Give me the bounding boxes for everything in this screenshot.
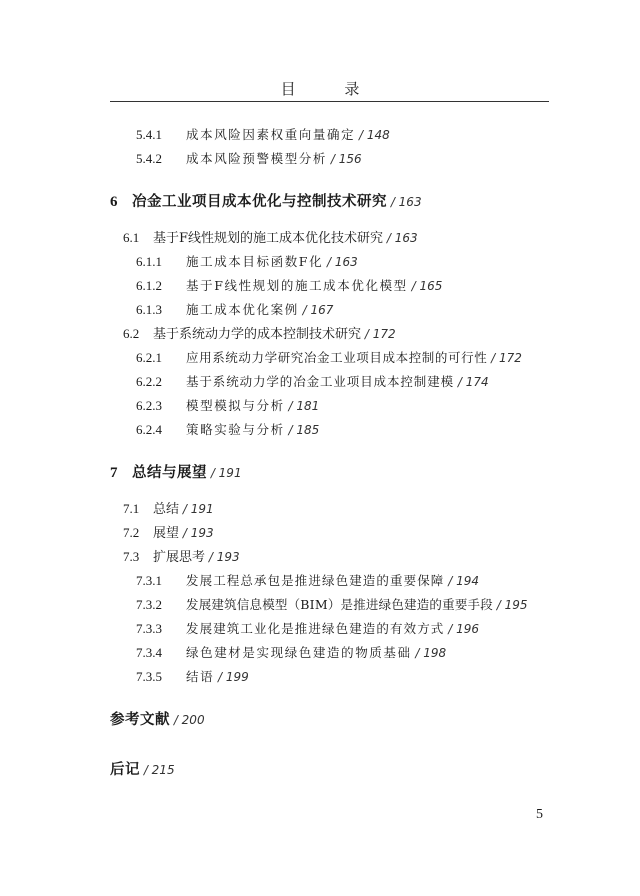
toc-entry-7-3[interactable]: 7.3 扩展思考 / 193	[123, 549, 240, 565]
entry-page: 174	[465, 375, 489, 389]
entry-title: 成本风险因素权重向量确定	[186, 127, 356, 142]
entry-number: 7.3.2	[136, 597, 162, 612]
entry-page: 172	[372, 327, 396, 341]
entry-page: 191	[190, 502, 214, 516]
entry-page: 191	[218, 466, 242, 480]
chapter-title: 后记	[110, 762, 140, 778]
toc-entry-5-4-2[interactable]: 5.4.2 成本风险预警模型分析 / 156	[136, 151, 362, 166]
entry-number: 7.2	[123, 525, 140, 540]
page-number: 5	[536, 807, 543, 822]
entry-title: 展望	[153, 526, 180, 541]
toc-chapter-7[interactable]: 7 总结与展望 / 191	[110, 465, 242, 481]
entry-page: 148	[366, 128, 390, 142]
entry-page: 165	[419, 279, 443, 293]
entry-number: 7.3.5	[136, 669, 162, 684]
toc-chapter-6[interactable]: 6 冶金工业项目成本优化与控制技术研究 / 163	[110, 194, 422, 210]
toc-entry-6-2-2[interactable]: 6.2.2 基于系统动力学的冶金工业项目成本控制建模 / 174	[136, 374, 489, 389]
toc-entry-6-2-4[interactable]: 6.2.4 策略实验与分析 / 185	[136, 422, 320, 437]
toc-entry-7-3-4[interactable]: 7.3.4 绿色建材是实现绿色建造的物质基础 / 198	[136, 645, 447, 660]
entry-title: 基于系统动力学的冶金工业项目成本控制建模	[186, 374, 455, 389]
chapter-title: 冶金工业项目成本优化与控制技术研究	[132, 194, 387, 210]
entry-page: 163	[394, 231, 418, 245]
entry-number: 6.1.3	[136, 302, 162, 317]
entry-page: 194	[456, 574, 479, 588]
entry-number: 7.3	[123, 549, 140, 564]
entry-number: 6.2.1	[136, 350, 162, 365]
entry-title: 施工成本目标函数F化	[186, 254, 324, 269]
entry-page: 193	[216, 550, 240, 564]
entry-number: 6.2.2	[136, 374, 162, 389]
entry-title: 模型模拟与分析	[186, 398, 285, 413]
toc-entry-5-4-1[interactable]: 5.4.1 成本风险因素权重向量确定 / 148	[136, 127, 390, 142]
entry-title: 成本风险预警模型分析	[186, 151, 328, 166]
entry-page: 196	[456, 622, 479, 636]
entry-number: 6.2.3	[136, 398, 162, 413]
entry-number: 7.3.3	[136, 621, 162, 636]
toc-entry-7-3-5[interactable]: 7.3.5 结语 / 199	[136, 669, 249, 684]
entry-title: 基于F线性规划的施工成本优化模型	[186, 278, 408, 293]
toc-entry-6-1-2[interactable]: 6.1.2 基于F线性规划的施工成本优化模型 / 165	[136, 278, 443, 293]
entry-number: 6.2.4	[136, 422, 162, 437]
entry-title: 发展建筑工业化是推进绿色建造的有效方式	[186, 621, 445, 636]
entry-title: 基于系统动力学的成本控制技术研究	[153, 327, 362, 342]
toc-entry-6-2[interactable]: 6.2 基于系统动力学的成本控制技术研究 / 172	[123, 326, 396, 342]
entry-title: 施工成本优化案例	[186, 302, 299, 317]
entry-title: 绿色建材是实现绿色建造的物质基础	[186, 645, 412, 660]
entry-title: 发展工程总承包是推进绿色建造的重要保障	[186, 573, 445, 588]
entry-title: 发展建筑信息模型（BIM）是推进绿色建造的重要手段	[186, 597, 493, 612]
toc-entry-6-2-1[interactable]: 6.2.1 应用系统动力学研究冶金工业项目成本控制的可行性 / 172	[136, 350, 522, 365]
entry-page: 156	[338, 152, 362, 166]
chapter-title: 参考文献	[110, 712, 170, 728]
entry-number: 6.1.1	[136, 254, 162, 269]
entry-page: 163	[334, 255, 358, 269]
chapter-number: 6	[110, 194, 118, 210]
toc-postscript[interactable]: 后记 / 215	[110, 762, 175, 778]
toc-entry-7-3-1[interactable]: 7.3.1 发展工程总承包是推进绿色建造的重要保障 / 194	[136, 573, 479, 588]
entry-page: 193	[190, 526, 214, 540]
toc-entry-7-3-3[interactable]: 7.3.3 发展建筑工业化是推进绿色建造的有效方式 / 196	[136, 621, 479, 636]
entry-number: 7.1	[123, 501, 140, 516]
entry-title: 应用系统动力学研究冶金工业项目成本控制的可行性	[186, 350, 488, 365]
entry-number: 5.4.1	[136, 127, 162, 142]
entry-page: 199	[225, 670, 249, 684]
toc-entry-6-2-3[interactable]: 6.2.3 模型模拟与分析 / 181	[136, 398, 320, 413]
chapter-title: 总结与展望	[132, 465, 207, 481]
entry-number: 7.3.4	[136, 645, 162, 660]
toc-entry-6-1[interactable]: 6.1 基于F线性规划的施工成本优化技术研究 / 163	[123, 230, 418, 246]
entry-title: 扩展思考	[153, 550, 206, 565]
entry-number: 5.4.2	[136, 151, 162, 166]
entry-page: 185	[296, 423, 320, 437]
entry-number: 6.1.2	[136, 278, 162, 293]
toc-entry-7-2[interactable]: 7.2 展望 / 193	[123, 525, 214, 541]
toc-heading: 目 录	[280, 80, 382, 98]
toc-entry-7-3-2[interactable]: 7.3.2 发展建筑信息模型（BIM）是推进绿色建造的重要手段 / 195	[136, 597, 528, 612]
entry-page: 181	[296, 399, 320, 413]
chapter-number: 7	[110, 465, 118, 481]
entry-page: 163	[398, 195, 422, 209]
entry-title: 策略实验与分析	[186, 422, 285, 437]
entry-page: 172	[498, 351, 522, 365]
toc-references[interactable]: 参考文献 / 200	[110, 712, 205, 728]
entry-number: 6.2	[123, 326, 140, 341]
entry-title: 总结	[153, 502, 180, 517]
entry-number: 6.1	[123, 230, 140, 245]
entry-page: 167	[310, 303, 334, 317]
entry-title: 结语	[186, 669, 215, 684]
toc-entry-6-1-1[interactable]: 6.1.1 施工成本目标函数F化 / 163	[136, 254, 358, 269]
entry-page: 200	[181, 713, 205, 727]
entry-page: 195	[504, 598, 528, 612]
toc-entry-6-1-3[interactable]: 6.1.3 施工成本优化案例 / 167	[136, 302, 334, 317]
entry-page: 215	[151, 763, 175, 777]
entry-page: 198	[423, 646, 447, 660]
entry-number: 7.3.1	[136, 573, 162, 588]
toc-entry-7-1[interactable]: 7.1 总结 / 191	[123, 501, 214, 517]
entry-title: 基于F线性规划的施工成本优化技术研究	[153, 231, 384, 246]
